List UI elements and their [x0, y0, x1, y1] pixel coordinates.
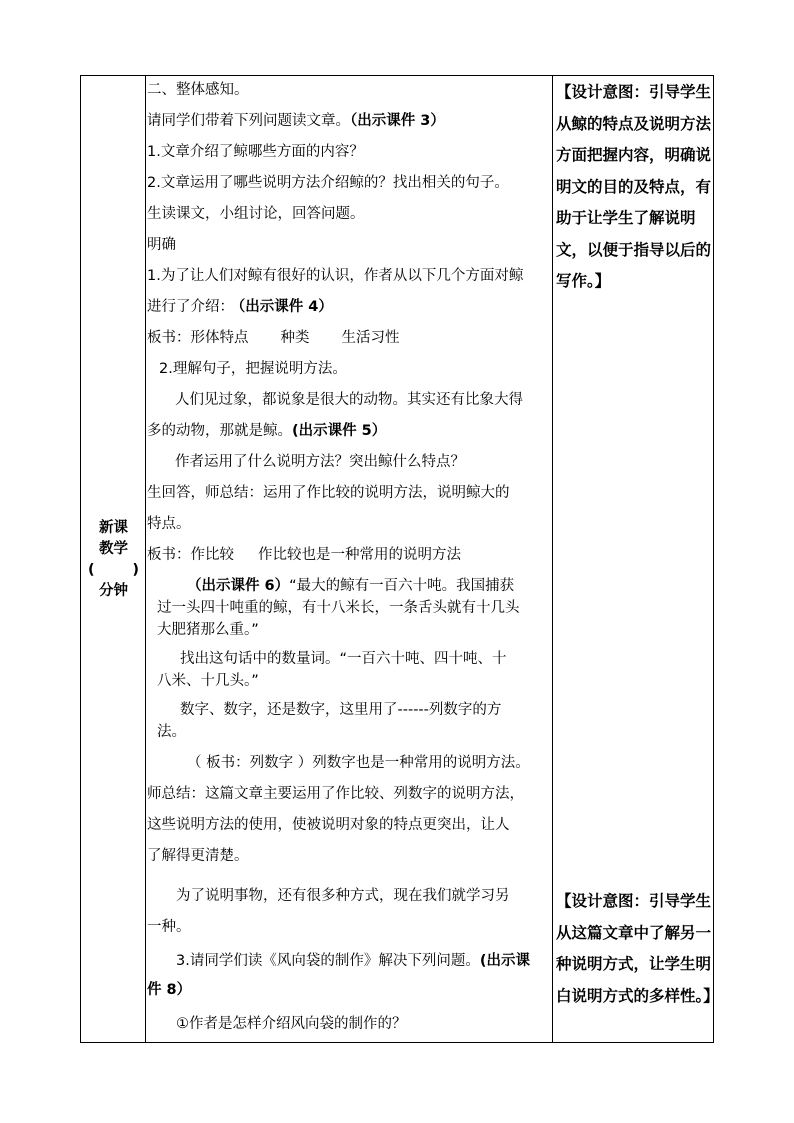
content-text: 作比较也是一种常用的说明方法	[258, 547, 461, 563]
content-line	[147, 543, 552, 567]
design-intent-2: 【设计意图：引导学生从这篇文章中了解另一种说明方式，让学生明白说明方式的多样性。】	[556, 892, 719, 1005]
content-line: 找出这句话中的数量词。“一百六十吨、四十吨、十	[180, 651, 507, 667]
content-text: 请同学们带着下列问题读文章。	[147, 113, 350, 129]
board-text: 板书：作比较	[147, 547, 234, 563]
content-line	[147, 109, 552, 133]
board-text: 种类	[280, 330, 310, 346]
courseware-ref: (出示课件 5）	[292, 423, 387, 439]
content-line: 特点。	[147, 516, 191, 532]
content-line	[147, 326, 552, 350]
content-line	[147, 419, 552, 443]
content-line: 2.理解句子，把握说明方法。	[159, 361, 347, 377]
content-line: 2.文章运用了哪些说明方法介绍鲸的？找出相关的句子。	[147, 175, 509, 191]
content-text: “最大的鲸有一百六十吨。我国捕获	[289, 578, 515, 594]
content-line: 八米、十几头。”	[157, 673, 259, 689]
table-border-left	[80, 75, 81, 1043]
courseware-ref: （出示课件 6）	[187, 578, 290, 594]
stage-label	[86, 518, 141, 602]
board-text: 生活习性	[341, 330, 400, 346]
content-line: 明确	[147, 237, 176, 253]
content-line: 人们见过象，都说象是很大的动物。其实还有比象大得	[175, 392, 523, 408]
stage-line-1: 新课	[99, 520, 128, 536]
stage-line-4: 分钟	[99, 583, 128, 599]
content-line: 1.为了让人们对鲸有很好的认识，作者从以下几个方面对鲸	[147, 268, 524, 284]
board-text: 板书：形体特点	[147, 330, 249, 346]
content-line	[176, 949, 581, 973]
content-line: 一种。	[147, 919, 191, 935]
stage-duration-parens	[86, 560, 141, 581]
content-line: 大肥猪那么重。”	[157, 622, 259, 638]
content-text: 进行了介绍：	[147, 299, 234, 315]
content-text: 多的动物，那就是鲸。	[147, 423, 292, 439]
content-line: 1.文章介绍了鲸哪些方面的内容？	[147, 144, 364, 160]
content-line: （ 板书：列数字 ）列数字也是一种常用的说明方法。	[187, 755, 530, 771]
courseware-ref: (出示课	[479, 953, 530, 969]
content-line: 生读课文，小组讨论，回答问题。	[147, 206, 365, 222]
paren-open: (	[88, 562, 95, 578]
content-line	[147, 295, 552, 319]
content-line: 生回答，师总结：运用了作比较的说明方法，说明鲸大的	[147, 485, 510, 501]
content-line: ①作者是怎样介绍风向袋的制作的？	[176, 1016, 407, 1032]
content-text: 3.请同学们读《风向袋的制作》解决下列问题。	[176, 953, 480, 969]
content-line	[187, 574, 592, 598]
paren-close: )	[132, 562, 139, 578]
stage-line-2: 教学	[99, 541, 128, 557]
content-line: 作者运用了什么说明方法？突出鲸什么特点？	[175, 454, 465, 470]
courseware-ref: （出示课件 3）	[350, 113, 445, 129]
content-line: 数字、数字，还是数字，这里用了------列数字的方	[180, 702, 502, 718]
column-divider-1	[145, 75, 146, 1043]
content-line: 这些说明方法的使用，使被说明对象的特点更突出，让人	[147, 817, 510, 833]
content-line: 了解得更清楚。	[147, 848, 249, 864]
content-line: 过一头四十吨重的鲸，有十八米长，一条舌头就有十几头	[157, 600, 520, 616]
design-intent-1: 【设计意图：引导学生从鲸的特点及说明方法方面把握内容，明确说明文的目的及特点，有助于让学生了解说明文，以便于指导以后的写作。】	[556, 83, 712, 290]
courseware-ref: （出示课件 4）	[238, 299, 333, 315]
content-line: 为了说明事物，还有很多种方式，现在我们就学习另	[176, 888, 510, 904]
content-line: 师总结：这篇文章主要运用了作比较、列数字的说明方法，	[147, 786, 524, 802]
content-line: 二、整体感知。	[147, 82, 249, 98]
content-line: 法。	[157, 724, 186, 740]
content-line: 件 8）	[147, 982, 192, 998]
